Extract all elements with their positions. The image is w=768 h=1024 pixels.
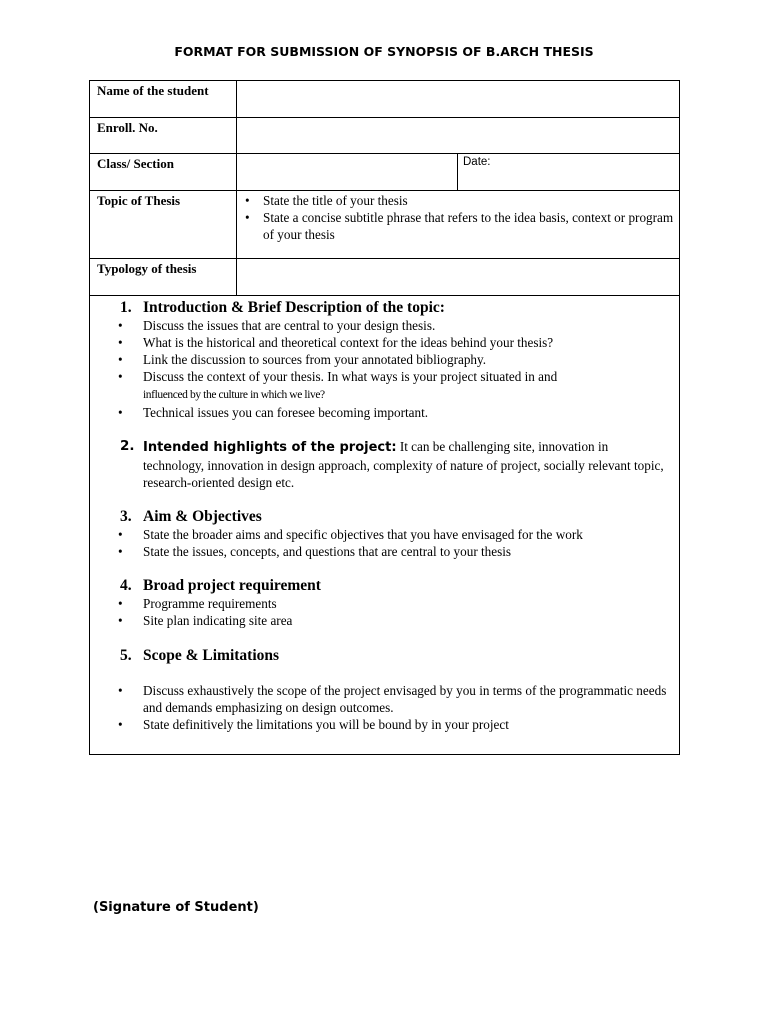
signature-label: (Signature of Student)	[93, 900, 259, 915]
date-cell[interactable]	[458, 154, 680, 191]
list-item: • Site plan indicating site area	[143, 612, 667, 629]
list-item: • Programme requirements	[143, 595, 667, 612]
typology-row	[90, 259, 680, 296]
list-item: • Link the discussion to sources from your annotated bibliography.	[143, 351, 667, 368]
topic-bullet-list	[237, 192, 679, 243]
document-title: FORMAT FOR SUBMISSION OF SYNOPSIS OF B.ARCH THESIS	[174, 44, 594, 59]
section-2-number: 2.	[120, 438, 135, 454]
typology-label: Typology of thesis	[90, 259, 237, 296]
list-item: • State the broader aims and specific objectives that you have envisaged for the work	[143, 526, 667, 543]
list-item: • Discuss exhaustively the scope of the project envisaged by you in terms of the programmatic needs and demands emphasizing on design outcomes.	[143, 682, 667, 716]
topic-row	[90, 191, 680, 259]
section-2-heading: Intended highlights of the project:	[143, 440, 397, 455]
section-5-heading: 5. Scope & Limitations	[120, 646, 280, 664]
synopsis-form-table	[89, 80, 680, 755]
sections-row	[90, 296, 680, 755]
topic-label: Topic of Thesis	[90, 191, 237, 259]
name-input-cell[interactable]	[237, 81, 680, 118]
name-row	[90, 81, 680, 118]
list-item: • What is the historical and theoretical context for the ideas behind your thesis?	[143, 334, 667, 351]
list-item: • State a concise subtitle phrase that refers to the idea basis, context or program of your thesis	[245, 209, 679, 243]
class-input-cell[interactable]	[237, 154, 458, 191]
section-4-list	[90, 595, 679, 629]
name-label: Name of the student	[90, 81, 237, 118]
list-item: • State the title of your thesis	[245, 192, 679, 209]
list-item: • State the issues, concepts, and questions that are central to your thesis	[143, 543, 667, 560]
enroll-label: Enroll. No.	[90, 118, 237, 154]
section-5-list	[90, 682, 679, 733]
class-label: Class/ Section	[90, 154, 237, 191]
section-1-list	[90, 317, 679, 421]
topic-cell[interactable]	[237, 191, 680, 259]
enroll-input-cell[interactable]	[237, 118, 680, 154]
date-label: Date:	[463, 156, 491, 168]
enroll-row	[90, 118, 680, 154]
class-row	[90, 154, 680, 191]
typology-input-cell[interactable]	[237, 259, 680, 296]
section-1-heading: 1. Introduction & Brief Description of the topic:	[120, 299, 445, 316]
section-2-paragraph	[90, 438, 679, 492]
list-item: • State definitively the limitations you will be bound by in your project	[143, 716, 667, 733]
list-item: • Discuss the context of your thesis. In what ways is your project situated in and influenced by the culture in which we live?	[143, 368, 667, 404]
list-item: • Technical issues you can foresee becoming important.	[143, 404, 667, 421]
list-item: • Discuss the issues that are central to your design thesis.	[143, 317, 667, 334]
section-3-heading: 3. Aim & Objectives	[120, 507, 262, 525]
section-2-text: It can be challenging site, innovation in technology, innovation in design approach, complexity of nature of project, socially relevant topic, research-oriented design etc.	[143, 439, 664, 490]
sections-cell	[90, 296, 680, 755]
section-4-heading: 4. Broad project requirement	[120, 576, 321, 594]
section-3-list	[90, 526, 679, 560]
